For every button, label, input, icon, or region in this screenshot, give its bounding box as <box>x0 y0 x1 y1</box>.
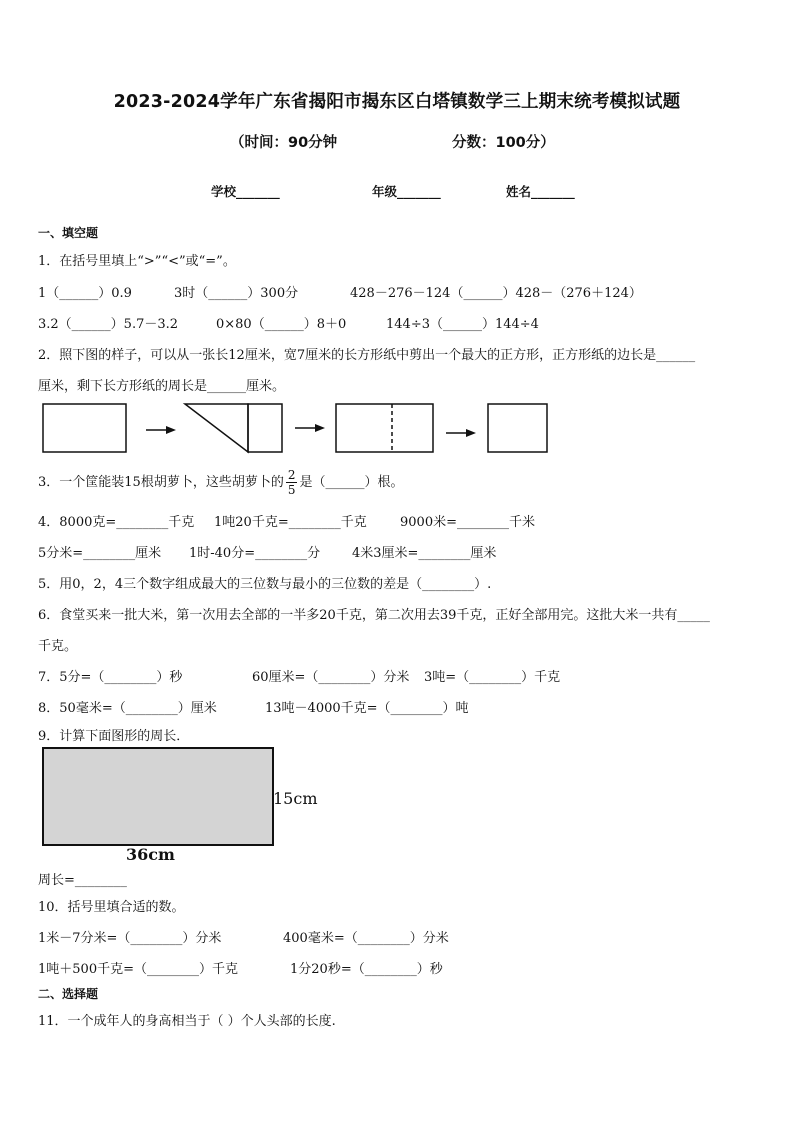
question-4-item: 4．8000克=________千克 <box>38 515 195 530</box>
section-heading-fill-in: 一、填空题 <box>38 226 99 240</box>
question-2-line-2: 厘米，剩下长方形纸的周长是______厘米。 <box>38 379 286 394</box>
question-7-item: 3吨=（________）千克 <box>424 670 561 685</box>
question-4-item: 1时-40分=________分 <box>189 546 321 561</box>
question-1-item: 144÷3（______）144÷4 <box>386 317 539 332</box>
unfolded-rectangle <box>336 404 433 452</box>
exam-score: 分数：100分） <box>452 135 555 151</box>
arrow-icon <box>146 426 176 434</box>
rectangle-width-label: 36cm <box>126 845 175 864</box>
question-4-item: 4米3厘米=________厘米 <box>352 546 497 561</box>
question-1-item: 3.2（______）5.7－3.2 <box>38 317 179 332</box>
question-9-answer: 周长=________ <box>38 873 127 888</box>
exam-time: （时间：90分钟 <box>230 135 338 151</box>
question-1-item: 428－276－124（______）428－（276＋124） <box>350 286 642 301</box>
fraction-numerator: 2 <box>287 468 296 482</box>
question-1-item: 1（______）0.9 <box>38 286 132 301</box>
grade-field: 年级_______ <box>372 184 441 199</box>
question-8-item: 13吨－4000千克=（________）吨 <box>265 701 469 716</box>
question-4-item: 5分米=________厘米 <box>38 546 162 561</box>
question-9-text: 9．计算下面图形的周长． <box>38 729 190 744</box>
question-10-item: 1吨＋500千克=（________）千克 <box>38 962 238 977</box>
rectangle-height-label: 15cm <box>273 789 318 808</box>
question-2-line-1: 2．照下图的样子，可以从一张长12厘米，宽7厘米的长方形纸中剪出一个最大的正方形，正方形纸的边长是______ <box>38 348 696 363</box>
question-10-item: 1米－7分米=（________）分米 <box>38 931 222 946</box>
question-7-item: 60厘米=（________）分米 <box>252 670 410 685</box>
question-3-after: 是（______）根。 <box>299 475 404 490</box>
page-title: 2023-2024学年广东省揭阳市揭东区白塔镇数学三上期末统考模拟试题 <box>113 92 681 112</box>
name-field: 姓名_______ <box>506 184 575 199</box>
question-7-item: 7．5分=（________）秒 <box>38 670 183 685</box>
original-rectangle <box>43 404 126 452</box>
arrow-icon <box>295 424 325 432</box>
question-10-item: 1分20秒=（________）秒 <box>290 962 443 977</box>
school-field: 学校_______ <box>211 184 280 199</box>
question-4-item: 9000米=________千米 <box>400 515 535 530</box>
fraction-denominator: 5 <box>287 483 296 497</box>
question-10-text: 10．括号里填合适的数。 <box>38 900 185 915</box>
question-6-line-2: 千克。 <box>38 639 78 654</box>
question-1-item: 3时（______）300分 <box>174 286 299 301</box>
question-1-item: 0×80（______）8＋0 <box>216 317 347 332</box>
paper-folding-diagram <box>38 398 558 460</box>
question-10-item: 400毫米=（________）分米 <box>283 931 449 946</box>
question-3-before: 3．一个筐能装15根胡萝卜，这些胡萝卜的 <box>38 475 284 490</box>
question-4-item: 1吨20千克=________千克 <box>214 515 367 530</box>
question-1-text: 1．在括号里填上“>”“<”或“=”。 <box>38 254 236 269</box>
result-square <box>488 404 547 452</box>
fraction <box>286 468 298 497</box>
question-3 <box>38 468 403 497</box>
question-11: 11．一个成年人的身高相当于（ ）个人头部的长度. <box>38 1014 336 1029</box>
arrow-icon <box>446 429 476 437</box>
perimeter-rectangle <box>42 747 274 846</box>
question-5: 5．用0，2，4三个数字组成最大的三位数与最小的三位数的差是（________）. <box>38 577 492 592</box>
question-6-line-1: 6．食堂买来一批大米，第一次用去全部的一半多20千克，第二次用去39千克，正好全部用完。这批大米一共有_____ <box>38 608 710 623</box>
section-heading-multiple-choice: 二、选择题 <box>38 987 99 1001</box>
question-8-item: 8．50毫米=（________）厘米 <box>38 701 217 716</box>
folded-remainder <box>248 404 282 452</box>
folded-triangle <box>185 404 248 452</box>
